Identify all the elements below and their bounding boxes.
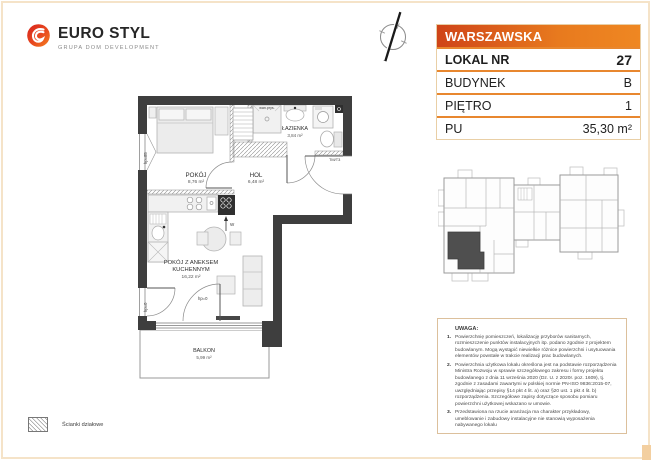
side-door-height-label: hp=0 xyxy=(143,302,148,312)
balcony-door-height-label: hp=0 xyxy=(198,296,208,301)
entrance-label: TM/T3 xyxy=(329,157,341,162)
table-row-pietro xyxy=(437,93,640,116)
room-label-lazienka: ŁAZIENKA 3,84 m² xyxy=(281,126,309,139)
table-row-budynek xyxy=(437,70,640,93)
logo-text xyxy=(58,24,160,51)
room-label-balkon: BALKON 5,99 m² xyxy=(193,348,215,361)
room-label-pokoj: POKÓJ 8,76 m² xyxy=(185,172,207,186)
room-label-hol: HOL 6,48 m² xyxy=(247,172,265,186)
note-item: Przedstawiona na rzucie aranżacja ma charakter przykładowy, umeblowanie i zabudowy instalacyjne nie stanowią wyposażenia nabywanego lokalu xyxy=(455,410,595,429)
apartment-floor-plan xyxy=(112,90,362,410)
logo xyxy=(27,24,160,51)
notes-title: UWAGA: xyxy=(455,326,479,332)
pu-value: 35,30 m² xyxy=(582,121,632,136)
building-locator-map xyxy=(438,150,630,290)
unit-info-table xyxy=(436,24,641,140)
shower-label: wan.prys. xyxy=(259,106,275,110)
window-sill-height-label: hp=85 xyxy=(143,152,148,164)
brand-name: EURO STYL xyxy=(58,25,151,42)
street-header: WARSZAWSKA xyxy=(437,25,640,47)
partition-wall-hatch-swatch xyxy=(28,417,48,432)
table-row-lokal xyxy=(437,47,640,70)
pu-label: PU xyxy=(445,121,463,136)
legend xyxy=(28,417,103,432)
pietro-value: 1 xyxy=(625,98,632,113)
lokal-nr-value: 27 xyxy=(616,51,632,68)
budynek-label: BUDYNEK xyxy=(445,75,506,90)
lokal-nr-label: LOKAL NR xyxy=(445,52,510,67)
room-label-pokoj-z-aneksem: POKÓJ Z ANEKSEM KUCHENNYM 16,22 m² xyxy=(163,260,219,280)
brand-subtitle: GRUPA DOM DEVELOPMENT xyxy=(58,44,160,51)
note-item: Powierzchnię pomieszczeń, lokalizację przyborów sanitarnych, rozmieszczenie punktów instalacyjnych itp. podano zgodnie z projektem budowlanym. Mogą wystąpić niewielkie różnice powierzchni i usytuowania elementów powstałe w trakcie realizacji prac budowlanych. xyxy=(455,335,616,360)
notes-list xyxy=(447,335,617,430)
legend-label: Ścianki działowe xyxy=(62,421,104,428)
vent-label: W xyxy=(230,222,235,227)
notes-box xyxy=(437,318,627,434)
corner-accent xyxy=(642,445,651,460)
budynek-value: B xyxy=(623,75,632,90)
pietro-label: PIĘTRO xyxy=(445,98,492,113)
eurostyl-flame-icon xyxy=(27,24,50,47)
table-row-pu xyxy=(437,116,640,139)
floor-plan-drawing xyxy=(112,90,362,410)
north-compass-icon xyxy=(372,8,414,66)
note-item: Powierzchnia użytkowa lokalu określona jest na podstawie rozporządzenia Ministra Rozwoju w sprawie szczegółowego zakresu i formy projektu budowlanego z dnia 11 września 2020 (Dz. U. z 2020r. poz. 1609), tj. zgodnie z zasadami zawartymi w polskiej normie PN-ISO 9836:2015-07, uwzględniając przepisy §14 pkt 4 lit. a) oraz §20 ust. 1 pkt 4 lit. b) rozporządzenia. Szczegółowe zapisy dotyczące sposobu pomiaru powierzchni użytkowej wskazano w umowie. xyxy=(455,362,617,407)
